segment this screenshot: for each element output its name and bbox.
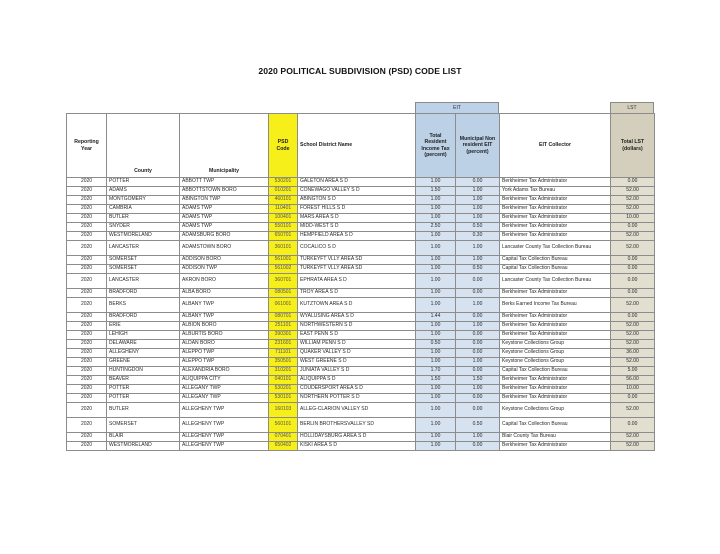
total-lst-cell: 52.00 (611, 241, 655, 256)
school-district-cell: MIDD-WEST S D (298, 223, 416, 232)
year-cell: 2020 (67, 187, 107, 196)
table-row (67, 187, 655, 196)
nonresident-eit-cell: 0.00 (456, 394, 500, 403)
nonresident-eit-cell: 0.00 (456, 331, 500, 340)
eit-collector-cell: Berkheimer Tax Administrator (500, 394, 611, 403)
county-cell: LANCASTER (107, 274, 180, 289)
psd-code-cell: 530201 (269, 178, 298, 187)
total-lst-cell: 52.00 (611, 322, 655, 331)
nonresident-eit-cell: 1.00 (456, 298, 500, 313)
header-row (67, 114, 655, 178)
nonresident-eit-cell: 1.00 (456, 322, 500, 331)
school-district-cell: ABINGTON S D (298, 196, 416, 205)
nonresident-eit-cell: 1.00 (456, 256, 500, 265)
eit-collector-cell: Berkheimer Tax Administrator (500, 313, 611, 322)
total-lst-cell: 52.00 (611, 340, 655, 349)
eit-collector-cell: Keystone Collections Group (500, 340, 611, 349)
table-row (67, 256, 655, 265)
school-district-cell: BERLIN BROTHERSVALLEY SD (298, 418, 416, 433)
resident-tax-cell: 1.00 (416, 265, 456, 274)
resident-tax-cell: 1.00 (416, 385, 456, 394)
school-district-cell: ALLEG-CLARION VALLEY SD (298, 403, 416, 418)
municipality-cell: ALBION BORO (180, 322, 269, 331)
nonresident-eit-cell: 1.50 (456, 376, 500, 385)
total-lst-cell: 52.00 (611, 196, 655, 205)
resident-tax-cell: 1.00 (416, 274, 456, 289)
county-cell: BUTLER (107, 214, 180, 223)
resident-tax-cell: 1.00 (416, 349, 456, 358)
county-cell: GREENE (107, 358, 180, 367)
psd-code-cell: 530101 (269, 394, 298, 403)
year-cell: 2020 (67, 232, 107, 241)
header-municipality: Municipality (180, 114, 269, 178)
municipality-cell: ALBANY TWP (180, 313, 269, 322)
municipality-cell: ALIQUIPPA CITY (180, 376, 269, 385)
eit-collector-cell: Lancaster County Tax Collection Bureau (500, 241, 611, 256)
eit-collector-cell: Lancaster County Tax Collection Bureau (500, 274, 611, 289)
psd-code-cell: 360101 (269, 241, 298, 256)
year-cell: 2020 (67, 418, 107, 433)
eit-collector-cell: Berkheimer Tax Administrator (500, 232, 611, 241)
nonresident-eit-cell: 0.00 (456, 178, 500, 187)
header-nonresident-eit: Municipal Non resident EIT (percent) (456, 114, 500, 178)
year-cell: 2020 (67, 265, 107, 274)
lst-group-header: LST (610, 102, 654, 113)
county-cell: BUTLER (107, 403, 180, 418)
psd-code-cell: 560101 (269, 418, 298, 433)
psd-code-cell: 110401 (269, 205, 298, 214)
eit-collector-cell: Berkheimer Tax Administrator (500, 385, 611, 394)
school-district-cell: FOREST HILLS S D (298, 205, 416, 214)
total-lst-cell: 0.00 (611, 289, 655, 298)
county-cell: ERIE (107, 322, 180, 331)
school-district-cell: NORTHWESTERN S D (298, 322, 416, 331)
year-cell: 2020 (67, 433, 107, 442)
nonresident-eit-cell: 0.30 (456, 232, 500, 241)
nonresident-eit-cell: 0.00 (456, 349, 500, 358)
nonresident-eit-cell: 1.00 (456, 385, 500, 394)
psd-code-cell: 360701 (269, 274, 298, 289)
nonresident-eit-cell: 0.00 (456, 367, 500, 376)
resident-tax-cell: 1.00 (416, 442, 456, 451)
resident-tax-cell: 1.70 (416, 367, 456, 376)
eit-collector-cell: Berkheimer Tax Administrator (500, 196, 611, 205)
municipality-cell: ALEXANDRIA BORO (180, 367, 269, 376)
eit-collector-cell: Keystone Collections Group (500, 358, 611, 367)
county-cell: LEHIGH (107, 331, 180, 340)
total-lst-cell: 52.00 (611, 442, 655, 451)
county-cell: HUNTINGDON (107, 367, 180, 376)
county-cell: WESTMORELAND (107, 442, 180, 451)
school-district-cell: KISKI AREA S D (298, 442, 416, 451)
year-cell: 2020 (67, 241, 107, 256)
table-row (67, 322, 655, 331)
school-district-cell: COCALICO S D (298, 241, 416, 256)
nonresident-eit-cell: 1.00 (456, 214, 500, 223)
municipality-cell: ALLEGHENY TWP (180, 403, 269, 418)
municipality-cell: ADDISON TWP (180, 265, 269, 274)
nonresident-eit-cell: 1.00 (456, 433, 500, 442)
psd-code-cell: 251101 (269, 322, 298, 331)
school-district-cell: KUTZTOWN AREA S D (298, 298, 416, 313)
municipality-cell: ALBURTIS BORO (180, 331, 269, 340)
resident-tax-cell: 1.00 (416, 289, 456, 298)
eit-collector-cell: Berks Earned Income Tax Bureau (500, 298, 611, 313)
psd-code-cell: 390301 (269, 331, 298, 340)
county-cell: POTTER (107, 385, 180, 394)
year-cell: 2020 (67, 349, 107, 358)
psd-code-cell: 061001 (269, 298, 298, 313)
resident-tax-cell: 2.50 (416, 223, 456, 232)
table-row (67, 178, 655, 187)
year-cell: 2020 (67, 331, 107, 340)
psd-code-cell: 080501 (269, 289, 298, 298)
total-lst-cell: 56.00 (611, 376, 655, 385)
total-lst-cell: 10.00 (611, 385, 655, 394)
municipality-cell: ADAMSTOWN BORO (180, 241, 269, 256)
resident-tax-cell: 1.00 (416, 403, 456, 418)
eit-collector-cell: Blair County Tax Bureau (500, 433, 611, 442)
table-row (67, 340, 655, 349)
school-district-cell: TROY AREA S D (298, 289, 416, 298)
psd-code-cell: 070401 (269, 433, 298, 442)
county-cell: CAMBRIA (107, 205, 180, 214)
year-cell: 2020 (67, 274, 107, 289)
municipality-cell: ADAMS TWP (180, 214, 269, 223)
municipality-cell: ALEPPO TWP (180, 358, 269, 367)
county-cell: ADAMS (107, 187, 180, 196)
county-cell: POTTER (107, 178, 180, 187)
municipality-cell: ADDISON BORO (180, 256, 269, 265)
county-cell: LANCASTER (107, 241, 180, 256)
table-row (67, 214, 655, 223)
table-row (67, 418, 655, 433)
school-district-cell: GALETON AREA S D (298, 178, 416, 187)
eit-collector-cell: Capital Tax Collection Bureau (500, 367, 611, 376)
psd-code-cell: 561001 (269, 256, 298, 265)
resident-tax-cell: 1.00 (416, 394, 456, 403)
school-district-cell: TURKEYFT VLLY AREA SD (298, 265, 416, 274)
county-cell: DELAWARE (107, 340, 180, 349)
year-cell: 2020 (67, 358, 107, 367)
eit-collector-cell: Berkheimer Tax Administrator (500, 442, 611, 451)
header-school-district: School District Name (298, 114, 416, 178)
psd-code-table (66, 113, 655, 451)
municipality-cell: ABBOTT TWP (180, 178, 269, 187)
table-row (67, 442, 655, 451)
municipality-cell: ABINGTON TWP (180, 196, 269, 205)
resident-tax-cell: 1.00 (416, 205, 456, 214)
school-district-cell: MARS AREA S D (298, 214, 416, 223)
nonresident-eit-cell: 0.00 (456, 289, 500, 298)
year-cell: 2020 (67, 385, 107, 394)
county-cell: SOMERSET (107, 256, 180, 265)
eit-collector-cell: Keystone Collections Group (500, 349, 611, 358)
municipality-cell: ADAMS TWP (180, 223, 269, 232)
nonresident-eit-cell: 1.00 (456, 241, 500, 256)
total-lst-cell: 36.00 (611, 349, 655, 358)
resident-tax-cell: 1.00 (416, 298, 456, 313)
table-row (67, 367, 655, 376)
table-row (67, 223, 655, 232)
resident-tax-cell: 1.44 (416, 313, 456, 322)
nonresident-eit-cell: 1.00 (456, 205, 500, 214)
total-lst-cell: 52.00 (611, 187, 655, 196)
eit-collector-cell: Berkheimer Tax Administrator (500, 223, 611, 232)
psd-code-cell: 561002 (269, 265, 298, 274)
nonresident-eit-cell: 1.00 (456, 196, 500, 205)
total-lst-cell: 10.00 (611, 214, 655, 223)
resident-tax-cell: 1.00 (416, 232, 456, 241)
municipality-cell: ABBOTTSTOWN BORO (180, 187, 269, 196)
nonresident-eit-cell: 0.50 (456, 223, 500, 232)
eit-group-header: EIT (415, 102, 499, 113)
county-cell: BEAVER (107, 376, 180, 385)
school-district-cell: WYALUSING AREA S D (298, 313, 416, 322)
eit-collector-cell: Capital Tax Collection Bureau (500, 418, 611, 433)
municipality-cell: ALLEGANY TWP (180, 394, 269, 403)
resident-tax-cell: 1.00 (416, 241, 456, 256)
municipality-cell: AKRON BORO (180, 274, 269, 289)
year-cell: 2020 (67, 178, 107, 187)
municipality-cell: ALLEGHENY TWP (180, 418, 269, 433)
psd-code-cell: 010201 (269, 187, 298, 196)
total-lst-cell: 52.00 (611, 331, 655, 340)
school-district-cell: EPHRATA AREA S D (298, 274, 416, 289)
psd-code-cell: 650402 (269, 442, 298, 451)
county-cell: BERKS (107, 298, 180, 313)
municipality-cell: ALEPPO TWP (180, 349, 269, 358)
year-cell: 2020 (67, 298, 107, 313)
resident-tax-cell: 1.00 (416, 256, 456, 265)
county-cell: POTTER (107, 394, 180, 403)
total-lst-cell: 0.00 (611, 223, 655, 232)
table-row (67, 394, 655, 403)
school-district-cell: JUNIATA VALLEY S D (298, 367, 416, 376)
psd-code-cell: 310201 (269, 367, 298, 376)
municipality-cell: ALLEGHENY TWP (180, 433, 269, 442)
nonresident-eit-cell: 0.00 (456, 274, 500, 289)
table-row (67, 385, 655, 394)
county-cell: BRADFORD (107, 289, 180, 298)
total-lst-cell: 0.00 (611, 178, 655, 187)
resident-tax-cell: 1.00 (416, 322, 456, 331)
school-district-cell: TURKEYFT VLLY AREA SD (298, 256, 416, 265)
eit-collector-cell: Keystone Collections Group (500, 403, 611, 418)
resident-tax-cell: 1.00 (416, 214, 456, 223)
municipality-cell: ALLEGHENY TWP (180, 442, 269, 451)
year-cell: 2020 (67, 313, 107, 322)
year-cell: 2020 (67, 376, 107, 385)
psd-code-cell: 530201 (269, 385, 298, 394)
resident-tax-cell: 0.50 (416, 340, 456, 349)
eit-collector-cell: Berkheimer Tax Administrator (500, 376, 611, 385)
nonresident-eit-cell: 1.00 (456, 358, 500, 367)
year-cell: 2020 (67, 367, 107, 376)
table-row (67, 274, 655, 289)
table-row (67, 349, 655, 358)
eit-collector-cell: Berkheimer Tax Administrator (500, 322, 611, 331)
nonresident-eit-cell: 0.00 (456, 313, 500, 322)
nonresident-eit-cell: 0.50 (456, 265, 500, 274)
header-psd-code: PSD Code (269, 114, 298, 178)
municipality-cell: ALBANY TWP (180, 298, 269, 313)
total-lst-cell: 0.00 (611, 313, 655, 322)
psd-code-cell: 160103 (269, 403, 298, 418)
county-cell: SOMERSET (107, 418, 180, 433)
table-row (67, 289, 655, 298)
total-lst-cell: 0.00 (611, 256, 655, 265)
resident-tax-cell: 1.50 (416, 376, 456, 385)
total-lst-cell: 0.00 (611, 274, 655, 289)
total-lst-cell: 5.00 (611, 367, 655, 376)
table-row (67, 376, 655, 385)
resident-tax-cell: 1.00 (416, 178, 456, 187)
year-cell: 2020 (67, 205, 107, 214)
eit-collector-cell: Capital Tax Collection Bureau (500, 256, 611, 265)
municipality-cell: ADAMS TWP (180, 205, 269, 214)
school-district-cell: WILLIAM PENN S D (298, 340, 416, 349)
nonresident-eit-cell: 0.00 (456, 442, 500, 451)
school-district-cell: QUAKER VALLEY S D (298, 349, 416, 358)
resident-tax-cell: 1.00 (416, 331, 456, 340)
year-cell: 2020 (67, 322, 107, 331)
municipality-cell: ALLEGANY TWP (180, 385, 269, 394)
total-lst-cell: 52.00 (611, 205, 655, 214)
psd-code-cell: 100401 (269, 214, 298, 223)
eit-collector-cell: Berkheimer Tax Administrator (500, 178, 611, 187)
school-district-cell: EAST PENN S D (298, 331, 416, 340)
table-row (67, 232, 655, 241)
table-row (67, 358, 655, 367)
nonresident-eit-cell: 0.00 (456, 403, 500, 418)
county-cell: ALLEGHENY (107, 349, 180, 358)
total-lst-cell: 0.00 (611, 418, 655, 433)
table-body (67, 178, 655, 451)
school-district-cell: ALIQUIPPA S D (298, 376, 416, 385)
header-reporting-year: Reporting Year (67, 114, 107, 178)
psd-code-cell: 080701 (269, 313, 298, 322)
school-district-cell: HOLLIDAYSBURG AREA S D (298, 433, 416, 442)
school-district-cell: HEMPFIELD AREA S D (298, 232, 416, 241)
table-row (67, 298, 655, 313)
header-eit-collector: EIT Collector (500, 114, 611, 178)
year-cell: 2020 (67, 256, 107, 265)
table-row (67, 313, 655, 322)
total-lst-cell: 0.00 (611, 265, 655, 274)
year-cell: 2020 (67, 223, 107, 232)
year-cell: 2020 (67, 394, 107, 403)
psd-code-cell: 460101 (269, 196, 298, 205)
table-row (67, 433, 655, 442)
total-lst-cell: 52.00 (611, 433, 655, 442)
county-cell: BRADFORD (107, 313, 180, 322)
table-row (67, 205, 655, 214)
school-district-cell: CONEWAGO VALLEY S D (298, 187, 416, 196)
county-cell: BLAIR (107, 433, 180, 442)
county-cell: SOMERSET (107, 265, 180, 274)
year-cell: 2020 (67, 403, 107, 418)
psd-code-cell: 550101 (269, 223, 298, 232)
header-total-lst: Total LST (dollars) (611, 114, 655, 178)
total-lst-cell: 52.00 (611, 298, 655, 313)
table-row (67, 241, 655, 256)
county-cell: WESTMORELAND (107, 232, 180, 241)
resident-tax-cell: 1.00 (416, 196, 456, 205)
eit-collector-cell: Berkheimer Tax Administrator (500, 289, 611, 298)
municipality-cell: ALDAN BORO (180, 340, 269, 349)
county-cell: MONTGOMERY (107, 196, 180, 205)
psd-code-cell: 350501 (269, 358, 298, 367)
nonresident-eit-cell: 0.00 (456, 340, 500, 349)
nonresident-eit-cell: 1.00 (456, 187, 500, 196)
municipality-cell: ALBA BORO (180, 289, 269, 298)
year-cell: 2020 (67, 214, 107, 223)
table-row (67, 331, 655, 340)
psd-code-cell: 711101 (269, 349, 298, 358)
year-cell: 2020 (67, 289, 107, 298)
document-title: 2020 POLITICAL SUBDIVISION (PSD) CODE LIST (258, 66, 462, 76)
resident-tax-cell: 1.00 (416, 433, 456, 442)
resident-tax-cell: 1.00 (416, 418, 456, 433)
resident-tax-cell: 1.50 (416, 187, 456, 196)
psd-code-cell: 040101 (269, 376, 298, 385)
municipality-cell: ADAMSBURG BORO (180, 232, 269, 241)
eit-collector-cell: Capital Tax Collection Bureau (500, 265, 611, 274)
school-district-cell: COUDERSPORT AREA S D (298, 385, 416, 394)
county-cell: SNYDER (107, 223, 180, 232)
total-lst-cell: 52.00 (611, 232, 655, 241)
total-lst-cell: 52.00 (611, 358, 655, 367)
nonresident-eit-cell: 0.50 (456, 418, 500, 433)
total-lst-cell: 0.00 (611, 394, 655, 403)
eit-collector-cell: Berkheimer Tax Administrator (500, 205, 611, 214)
school-district-cell: NORTHERN POTTER S D (298, 394, 416, 403)
table-row (67, 403, 655, 418)
year-cell: 2020 (67, 340, 107, 349)
eit-collector-cell: Berkheimer Tax Administrator (500, 214, 611, 223)
header-county: County (107, 114, 180, 178)
psd-code-cell: 231601 (269, 340, 298, 349)
year-cell: 2020 (67, 196, 107, 205)
eit-collector-cell: Berkheimer Tax Administrator (500, 331, 611, 340)
table-row (67, 265, 655, 274)
psd-code-cell: 650701 (269, 232, 298, 241)
table-row (67, 196, 655, 205)
school-district-cell: WEST GREENE S D (298, 358, 416, 367)
eit-collector-cell: York Adams Tax Bureau (500, 187, 611, 196)
resident-tax-cell: 1.00 (416, 358, 456, 367)
header-resident-income-tax: Total Resident Income Tax (percent) (416, 114, 456, 178)
year-cell: 2020 (67, 442, 107, 451)
total-lst-cell: 52.00 (611, 403, 655, 418)
